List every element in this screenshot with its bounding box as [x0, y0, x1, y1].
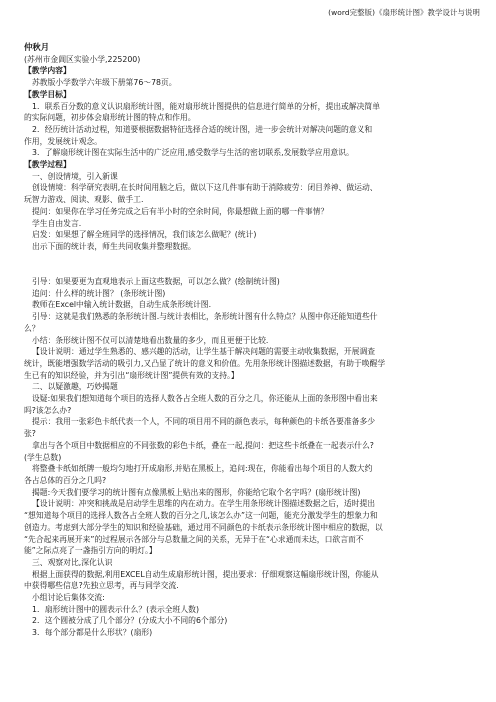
text-line: 2．这个圆被分成了几个部分？(分成大小不同的6个部分): [32, 616, 228, 626]
text-line: 中获得哪些信息?先独立思考，再与同学交流.: [24, 581, 179, 591]
text-line: 将整叠卡纸如纸牌一般均匀地打开成扇形,并贴在黑板上，追问:现在，你能看出每个项目的人数大约: [32, 464, 373, 474]
text-line: 启发：如果想了解全班同学的选择情况，我们该怎么做呢？(统计): [32, 230, 257, 240]
text-line: “先合起来再展开来”的过程展示各部分与总数量之间的关系，无异于在“心求通而未达，口欲言而不: [24, 534, 364, 544]
text-line: 生已有的知识经验，并为引出“扇形统计图”提供有效的支持。】: [24, 370, 239, 380]
text-line: 提问：如果你在学习任务完成之后有半小时的空余时间，你最想做上面的哪一件事情？: [32, 206, 329, 216]
text-line: 小结：条形统计图不仅可以清楚地看出数量的多少，而且更便于比较.: [32, 335, 269, 345]
text-line: 追问：什么样的统计图？ (条形统计图): [32, 288, 166, 298]
author-name: 仲秋月: [24, 42, 50, 52]
text-line: 1．扇形统计图中的圆表示什么？(表示全班人数): [32, 604, 199, 614]
page-header: (word完整版)《扇形统计图》教学设计与说明: [328, 8, 480, 17]
text-line: 创造力。考虑到大部分学生的知识和经验基础，通过用不同颜色的卡纸表示条形统计图中相应的数据，以: [24, 522, 383, 532]
text-line: 提示：我用一张彩色卡纸代表一个人，不同的项目用不同的颜色表示，每种颜色的卡纸各要准备多少: [32, 417, 376, 427]
blank-line: [24, 253, 476, 265]
text-line: 三、观察对比,深化认识: [32, 557, 113, 567]
text-line: 设疑:如果我们想知道每个项目的选择人数各占全班人数的百分之几，你还能从上面的条形图中看出来: [32, 394, 378, 404]
text-line: 苏教版小学数学六年级下册第76～78页。: [32, 78, 177, 88]
text-line: 1．联系百分数的意义认识扇形统计图，能对扇形统计图提供的信息进行简单的分析，提出或解决简单: [32, 101, 381, 111]
text-line: “想知道每个项目的选择人数各占全班人数的百分之几,该怎么办”这一问题，能充分激发学生的想象力和: [24, 511, 378, 521]
text-line: 出示下面的统计表，师生共同收集并整理数据。: [32, 241, 196, 251]
text-line: 统计，既能增强数学活动的吸引力,又凸显了统计的意义和价值。先用条形统计图描述数据，有助于唤醒学: [24, 358, 386, 368]
text-line: 引导：如果要更为直观地表示上面这些数据，可以怎么做？(绘制统计图): [32, 277, 280, 287]
text-line: 小组讨论后集体交流:: [32, 593, 105, 603]
text-line: 【设计说明：冲突和挑战是启动学生思维的内在动力。在学生用条形统计图描述数据之后，适时提出: [32, 499, 376, 509]
text-line: 引导：这就是我们熟悉的条形统计图.与统计表相比，条形统计图有什么特点？从图中你还能知道些什: [32, 312, 378, 322]
text-line: 张?: [24, 429, 36, 439]
text-line: 【教学内容】: [24, 66, 71, 76]
text-line: 么？: [24, 323, 40, 333]
text-line: 【设计说明：通过学生熟悉的、感兴趣的活动，让学生基于解决问题的需要主动收集数据，开展调查: [32, 347, 376, 357]
text-line: 能”之际点亮了一盏指引方向的明灯。】: [24, 546, 157, 556]
text-line: 【教学过程】: [24, 160, 71, 170]
text-line: 创设情境：科学研究表明,在长时间用脑之后，做以下这几件事有助于消除疲劳：闭目养神、做运动、: [32, 183, 378, 193]
text-line: 拿出与各个项目中数据相应的不同张数的彩色卡纸，叠在一起,提问：把这些卡纸叠在一起表示什么?: [32, 440, 374, 450]
text-line: 2．经历统计活动过程，知道要根据数据特征选择合适的统计图，进一步会统计对解决问题的意义和: [32, 124, 373, 134]
text-line: (学生总数): [24, 452, 62, 462]
text-line: 【教学目标】: [24, 89, 71, 99]
text-line: 一、创设情境，引入新课: [32, 171, 118, 181]
text-line: 根据上面获得的数据,利用EXCEL自动生成扇形统计图，提出要求：仔细观察这幅扇形统计图，你能从: [32, 569, 379, 579]
body-lines: [24, 65, 476, 638]
blank-line: [24, 264, 476, 276]
text-line: 的实际问题，初步体会扇形统计图的特点和作用。: [24, 113, 196, 123]
document-body: [24, 42, 476, 639]
text-line: 各占总体的百分之几吗?: [24, 475, 107, 485]
text-line: 揭题:今天我们要学习的统计图有点像黑板上贴出来的图形，你能给它取个名字吗？(扇形统计图): [32, 487, 361, 497]
text-line: 学生自由发言.: [32, 218, 82, 228]
text-line: 3．了解扇形统计图在实际生活中的广泛应用,感受数学与生活的密切联系,发展数学应用意识。: [32, 148, 354, 158]
text-line: 吗?该怎么办?: [24, 405, 72, 415]
text-line: 3．每个部分都是什么形状？(扇形): [32, 628, 153, 638]
text-line: 教师在Excel中输入统计数据，自动生成条形统计图.: [32, 300, 212, 310]
text-line: 玩智力游戏、阅读、观影、做手工.: [24, 195, 144, 205]
author-school: (苏州市金阊区实验小学,225200): [24, 54, 141, 64]
text-line: 作用，发展统计观念。: [24, 136, 102, 146]
text-line: 二、以疑激趣，巧妙揭题: [32, 382, 118, 392]
